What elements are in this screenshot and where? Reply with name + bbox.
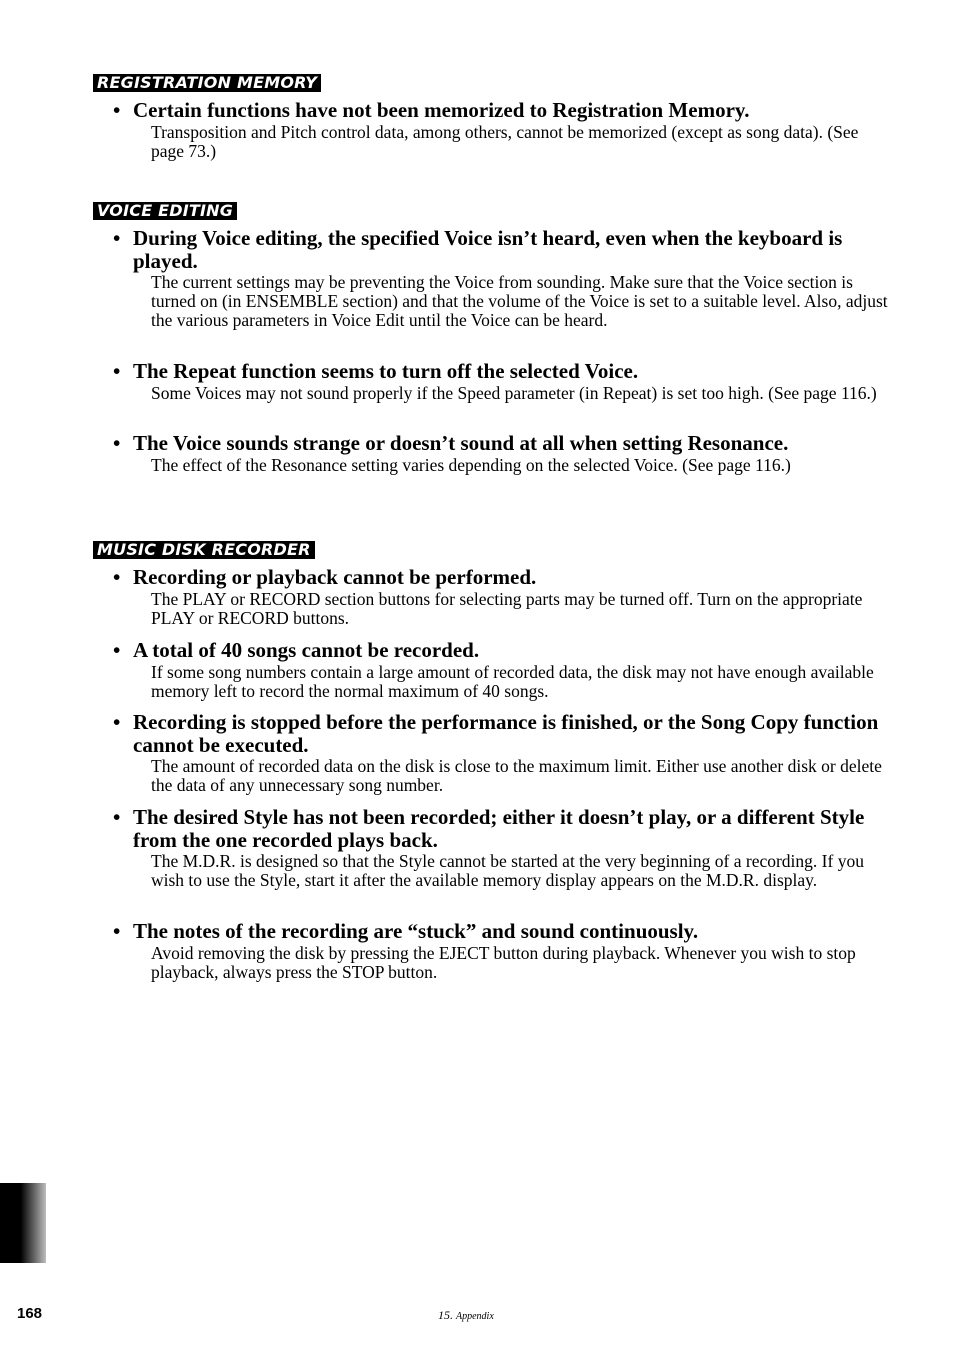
list-item xyxy=(113,432,903,475)
item-body: Some Voices may not sound properly if the Speed parameter (in Repeat) is set too high. (See page 116.) xyxy=(151,382,877,403)
bullet: • xyxy=(113,919,121,943)
item-heading xyxy=(113,99,893,122)
item-body: Transposition and Pitch control data, among others, cannot be memorized (except as song data). (See page 73.) xyxy=(151,121,859,161)
item-heading-text: The notes of the recording are “stuck” and sound continuously. xyxy=(133,919,699,943)
bullet: • xyxy=(113,565,121,589)
item-heading xyxy=(113,227,893,272)
list-item xyxy=(113,806,903,890)
item-body: The PLAY or RECORD section buttons for selecting parts may be turned off. Turn on the appropriate PLAY or RECORD buttons. xyxy=(151,588,863,628)
item-body: The amount of recorded data on the disk is close to the maximum limit. Either use another disk or delete the data of any unnecessary song number. xyxy=(151,756,882,796)
item-heading xyxy=(113,639,893,662)
list-item xyxy=(113,360,903,403)
section-header: REGISTRATION MEMORY xyxy=(93,74,321,92)
item-heading xyxy=(113,920,893,943)
list-item xyxy=(113,99,903,161)
section-header: VOICE EDITING xyxy=(93,202,237,220)
item-body: The current settings may be preventing the Voice from sounding. Make sure that the Voice section is turned on (in ENSEMBLE section) and that the volume of the Voice is set to a suitable level. Also, adjust the various parameters in Voice Edit until the Voice can be heard. xyxy=(151,272,888,331)
item-body: The effect of the Resonance setting varies depending on the selected Voice. (See page 116.) xyxy=(151,454,791,475)
chapter-number: 15. xyxy=(438,1308,453,1322)
item-heading-text: During Voice editing, the specified Voice isn’t heard, even when the keyboard is played. xyxy=(133,226,843,273)
item-heading xyxy=(113,566,893,589)
item-heading xyxy=(113,432,893,455)
list-item xyxy=(113,711,903,795)
item-heading xyxy=(113,806,893,851)
bullet: • xyxy=(113,710,121,734)
item-heading xyxy=(113,360,893,383)
section-header: MUSIC DISK RECORDER xyxy=(93,541,315,559)
page-number: 168 xyxy=(17,1305,43,1322)
item-heading-text: The Voice sounds strange or doesn’t sound at all when setting Resonance. xyxy=(133,431,789,455)
item-heading-text: Recording or playback cannot be performed. xyxy=(133,565,537,589)
thumb-index-tab xyxy=(0,1183,46,1263)
bullet: • xyxy=(113,98,121,122)
bullet: • xyxy=(113,359,121,383)
list-item xyxy=(113,566,903,628)
bullet: • xyxy=(113,431,121,455)
list-item xyxy=(113,920,903,982)
list-item xyxy=(113,639,903,701)
item-heading-text: The desired Style has not been recorded; either it doesn’t play, or a different Style from the one recorded plays back. xyxy=(133,805,865,852)
item-heading-text: Recording is stopped before the performance is finished, or the Song Copy function cannot be executed. xyxy=(133,710,879,757)
item-body: If some song numbers contain a large amount of recorded data, the disk may not have enough available memory left to record the normal maximum of 40 songs. xyxy=(151,661,874,701)
bullet: • xyxy=(113,805,121,829)
chapter-title: Appendix xyxy=(456,1311,494,1322)
item-heading xyxy=(113,711,893,756)
item-body: The M.D.R. is designed so that the Style cannot be started at the very beginning of a recording. If you wish to use the Style, start it after the available memory display appears on the M.D.R. display. xyxy=(151,851,864,891)
bullet: • xyxy=(113,638,121,662)
item-heading-text: Certain functions have not been memorized to Registration Memory. xyxy=(133,98,750,122)
item-heading-text: A total of 40 songs cannot be recorded. xyxy=(133,638,480,662)
bullet: • xyxy=(113,226,121,250)
chapter-footer xyxy=(438,1308,494,1323)
list-item xyxy=(113,227,903,331)
item-heading-text: The Repeat function seems to turn off the selected Voice. xyxy=(133,359,639,383)
item-body: Avoid removing the disk by pressing the EJECT button during playback. Whenever you wish to stop playback, always press the STOP button. xyxy=(151,942,856,982)
